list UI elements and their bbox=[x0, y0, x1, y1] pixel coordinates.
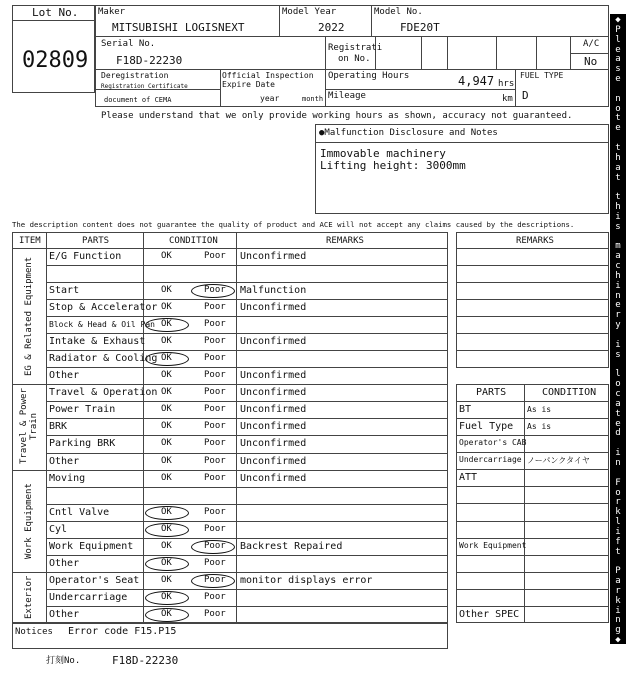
side-notice-bar bbox=[610, 14, 626, 644]
side-notice-char: P bbox=[615, 566, 621, 576]
remark-text: Unconfirmed bbox=[240, 404, 307, 415]
right-condition-header: CONDITION bbox=[542, 387, 597, 398]
side-notice-char: a bbox=[615, 251, 621, 261]
side-notice-char: a bbox=[615, 399, 621, 409]
right-condition-value: ノーパンクタイヤ bbox=[527, 456, 590, 465]
side-notice-char: i bbox=[615, 212, 621, 222]
condition-poor: Poor bbox=[204, 609, 226, 619]
condition-poor: Poor bbox=[204, 251, 226, 261]
condition-ok: OK bbox=[161, 421, 172, 431]
disclaimer: The description content does not guarantee the quality of product and ACE will not accept any claims caused by the descriptions. bbox=[12, 220, 575, 229]
month-label: month bbox=[302, 95, 324, 103]
poor-circle-mark bbox=[191, 574, 235, 588]
part-name: Start bbox=[49, 285, 80, 296]
right-part-name: Undercarriage bbox=[459, 455, 522, 464]
condition-ok: OK bbox=[161, 507, 172, 517]
remark-text: Unconfirmed bbox=[240, 421, 307, 432]
condition-poor: Poor bbox=[204, 575, 226, 585]
right-part-name: BT bbox=[459, 404, 472, 415]
side-notice-char: g bbox=[615, 625, 621, 635]
condition-poor: Poor bbox=[204, 473, 226, 483]
group-label: EG & Related Equipment bbox=[24, 256, 34, 376]
model-no-value: FDE20T bbox=[400, 21, 440, 34]
malfunction-line-1: Immovable machinery bbox=[320, 147, 446, 160]
remark-text: Unconfirmed bbox=[240, 370, 307, 381]
inspection-label-2: Expire Date bbox=[222, 80, 275, 89]
right-remarks-table bbox=[456, 232, 609, 368]
side-notice-char: P bbox=[615, 25, 621, 35]
side-notice-char: s bbox=[615, 350, 621, 360]
condition-poor: Poor bbox=[204, 302, 226, 312]
condition-ok: OK bbox=[161, 353, 172, 363]
condition-poor: Poor bbox=[204, 370, 226, 380]
right-part-name: ATT bbox=[459, 472, 478, 483]
fuel-type-value: D bbox=[522, 89, 529, 102]
serial-label: Serial No. bbox=[101, 39, 156, 49]
part-name: Cyl bbox=[49, 524, 68, 535]
side-notice-char: h bbox=[615, 202, 621, 212]
poor-circle-mark bbox=[191, 540, 235, 554]
part-name: Power Train bbox=[49, 404, 116, 415]
registration-cert-label: Registration Certificate bbox=[101, 83, 188, 90]
condition-poor: Poor bbox=[204, 421, 226, 431]
condition-poor: Poor bbox=[204, 507, 226, 517]
group-label: Work Equipment bbox=[24, 483, 34, 559]
mileage-label: Mileage bbox=[328, 91, 366, 101]
condition-poor: Poor bbox=[204, 319, 226, 329]
side-notice-char: i bbox=[615, 448, 621, 458]
model-no-label: Model No. bbox=[374, 7, 423, 17]
registration-label-2: on No. bbox=[338, 54, 371, 64]
condition-ok: OK bbox=[161, 592, 172, 602]
malfunction-title: ●Malfunction Disclosure and Notes bbox=[319, 128, 498, 138]
condition-ok: OK bbox=[161, 251, 172, 261]
side-notice-char: n bbox=[615, 615, 621, 625]
side-notice-char: r bbox=[615, 497, 621, 507]
side-notice-char: i bbox=[615, 340, 621, 350]
side-notice-char: a bbox=[615, 54, 621, 64]
km-unit: km bbox=[502, 94, 513, 104]
col-header-condition: CONDITION bbox=[169, 236, 218, 246]
condition-ok: OK bbox=[161, 473, 172, 483]
side-notice-char: t bbox=[615, 409, 621, 419]
side-notice-char: k bbox=[615, 596, 621, 606]
ok-circle-mark bbox=[145, 608, 189, 622]
condition-poor: Poor bbox=[204, 438, 226, 448]
side-notice-char: e bbox=[615, 45, 621, 55]
condition-poor: Poor bbox=[204, 404, 226, 414]
side-notice-char: a bbox=[615, 576, 621, 586]
group-label: Exterior bbox=[24, 575, 34, 620]
right-part-name: Other SPEC bbox=[459, 609, 520, 620]
side-notice-char: y bbox=[615, 320, 621, 330]
condition-ok: OK bbox=[161, 609, 172, 619]
side-notice-char: ◆ bbox=[615, 635, 621, 645]
group-label: Travel & Power Train bbox=[19, 388, 39, 465]
remark-text: Unconfirmed bbox=[240, 456, 307, 467]
side-notice-char: e bbox=[615, 419, 621, 429]
part-name: Stop & Accelerator bbox=[49, 302, 158, 313]
part-name: Operator's Seat bbox=[49, 575, 140, 586]
side-notice-char: n bbox=[615, 291, 621, 301]
right-remarks-header: REMARKS bbox=[516, 236, 554, 246]
right-part-name: Fuel Type bbox=[459, 421, 514, 432]
hrs-unit: hrs bbox=[498, 79, 515, 89]
col-header-parts: PARTS bbox=[82, 236, 110, 246]
condition-ok: OK bbox=[161, 319, 172, 329]
condition-poor: Poor bbox=[204, 387, 226, 397]
remark-text: Malfunction bbox=[240, 285, 307, 296]
condition-ok: OK bbox=[161, 575, 172, 585]
side-notice-char: i bbox=[615, 281, 621, 291]
right-part-name: Operator's CAB bbox=[459, 438, 527, 447]
registration-label: Registrati bbox=[328, 43, 383, 53]
lot-number: 02809 bbox=[22, 48, 89, 73]
condition-poor: Poor bbox=[204, 285, 226, 295]
part-name: Travel & Operation bbox=[49, 387, 158, 398]
side-notice-char: m bbox=[615, 241, 621, 251]
right-parts-header: PARTS bbox=[476, 387, 507, 398]
side-notice-char: l bbox=[615, 369, 621, 379]
operating-hours-value: 4,947 bbox=[458, 74, 495, 88]
cema-label: document of CEMA bbox=[104, 96, 172, 104]
part-name: BRK bbox=[49, 421, 68, 432]
condition-ok: OK bbox=[161, 336, 172, 346]
operating-hours-label: Operating Hours bbox=[328, 71, 410, 81]
side-notice-char: s bbox=[615, 64, 621, 74]
notices-label: Notices bbox=[15, 627, 53, 637]
malfunction-line-2: Lifting height: 3000mm bbox=[320, 159, 466, 172]
side-notice-char: e bbox=[615, 123, 621, 133]
side-notice-char: t bbox=[615, 143, 621, 153]
side-notice-char: o bbox=[615, 104, 621, 114]
remark-text: Unconfirmed bbox=[240, 473, 307, 484]
ok-circle-mark bbox=[145, 352, 189, 366]
fuel-type-label: FUEL TYPE bbox=[520, 71, 564, 80]
side-notice-char: c bbox=[615, 261, 621, 271]
side-notice-char: t bbox=[615, 547, 621, 557]
remark-text: Backrest Repaired bbox=[240, 541, 343, 552]
remark-text: Unconfirmed bbox=[240, 251, 307, 262]
col-header-item: ITEM bbox=[19, 236, 41, 246]
maker-label: Maker bbox=[98, 7, 126, 17]
part-name: Moving bbox=[49, 473, 86, 484]
side-notice-char: t bbox=[615, 113, 621, 123]
part-name: Other bbox=[49, 558, 80, 569]
part-name: Other bbox=[49, 456, 80, 467]
side-notice-char: e bbox=[615, 74, 621, 84]
side-notice-char: e bbox=[615, 300, 621, 310]
part-name: Work Equipment bbox=[49, 541, 134, 552]
part-name: Parking BRK bbox=[49, 438, 116, 449]
side-notice-char: l bbox=[615, 35, 621, 45]
ac-label: A/C bbox=[583, 39, 600, 49]
side-notice-char: n bbox=[615, 94, 621, 104]
maker-value: MITSUBISHI LOGISNEXT bbox=[112, 21, 245, 34]
remark-text: Unconfirmed bbox=[240, 387, 307, 398]
side-notice-char: t bbox=[615, 192, 621, 202]
ok-circle-mark bbox=[145, 506, 189, 520]
model-year-value: 2022 bbox=[318, 21, 345, 34]
ok-circle-mark bbox=[145, 557, 189, 571]
ok-circle-mark bbox=[145, 591, 189, 605]
side-notice-char: o bbox=[615, 379, 621, 389]
ok-circle-mark bbox=[145, 318, 189, 332]
side-notice-char: h bbox=[615, 153, 621, 163]
right-condition-value: As is bbox=[527, 422, 552, 431]
side-notice-char: a bbox=[615, 163, 621, 173]
hours-notice: Please understand that we only provide working hours as shown, accuracy not guaranteed. bbox=[101, 111, 573, 121]
stamp-label: 打刻No. bbox=[46, 656, 81, 666]
side-notice-char: n bbox=[615, 458, 621, 468]
stamp-value: F18D-22230 bbox=[112, 654, 179, 667]
condition-ok: OK bbox=[161, 370, 172, 380]
side-notice-char: ◆ bbox=[615, 15, 621, 25]
model-year-label: Model Year bbox=[282, 7, 337, 17]
right-condition-value: As is bbox=[527, 405, 552, 414]
condition-ok: OK bbox=[161, 541, 172, 551]
condition-poor: Poor bbox=[204, 336, 226, 346]
condition-ok: OK bbox=[161, 524, 172, 534]
condition-ok: OK bbox=[161, 302, 172, 312]
col-header-remarks: REMARKS bbox=[326, 236, 364, 246]
condition-poor: Poor bbox=[204, 558, 226, 568]
part-name: Other bbox=[49, 609, 80, 620]
side-notice-char: o bbox=[615, 488, 621, 498]
condition-ok: OK bbox=[161, 558, 172, 568]
remark-text: Unconfirmed bbox=[240, 336, 307, 347]
ac-value: No bbox=[584, 55, 598, 68]
poor-circle-mark bbox=[191, 284, 235, 298]
part-name: Cntl Valve bbox=[49, 507, 110, 518]
condition-ok: OK bbox=[161, 438, 172, 448]
side-notice-char: h bbox=[615, 271, 621, 281]
part-name: Block & Head & Oil Pan bbox=[49, 320, 155, 329]
serial-value: F18D-22230 bbox=[116, 54, 183, 67]
side-notice-char: t bbox=[615, 173, 621, 183]
side-notice-char: F bbox=[615, 478, 621, 488]
condition-poor: Poor bbox=[204, 353, 226, 363]
remark-text: Unconfirmed bbox=[240, 302, 307, 313]
side-notice-char: f bbox=[615, 537, 621, 547]
side-notice-char: r bbox=[615, 310, 621, 320]
side-notice-char: i bbox=[615, 527, 621, 537]
condition-poor: Poor bbox=[204, 456, 226, 466]
deregistration-label: Deregistration bbox=[101, 71, 169, 80]
remark-text: Unconfirmed bbox=[240, 438, 307, 449]
condition-ok: OK bbox=[161, 456, 172, 466]
side-notice-char: k bbox=[615, 507, 621, 517]
side-notice-char: i bbox=[615, 606, 621, 616]
side-notice-char: d bbox=[615, 428, 621, 438]
part-name: Other bbox=[49, 370, 80, 381]
condition-poor: Poor bbox=[204, 541, 226, 551]
right-part-name: Work Equipment bbox=[459, 541, 527, 550]
part-name: E/G Function bbox=[49, 251, 122, 262]
ok-circle-mark bbox=[145, 523, 189, 537]
part-name: Undercarriage bbox=[49, 592, 128, 603]
condition-poor: Poor bbox=[204, 524, 226, 534]
condition-ok: OK bbox=[161, 404, 172, 414]
remark-text: monitor displays error bbox=[240, 575, 373, 586]
condition-ok: OK bbox=[161, 285, 172, 295]
side-notice-char: s bbox=[615, 222, 621, 232]
part-name: Intake & Exhaust bbox=[49, 336, 146, 347]
part-name: Radiator & Cooling bbox=[49, 353, 158, 364]
side-notice-char: c bbox=[615, 389, 621, 399]
year-label: year bbox=[260, 94, 280, 103]
condition-poor: Poor bbox=[204, 592, 226, 602]
side-notice-char: r bbox=[615, 586, 621, 596]
side-notice-char: l bbox=[615, 517, 621, 527]
lot-label: Lot No. bbox=[32, 6, 79, 19]
condition-ok: OK bbox=[161, 387, 172, 397]
inspection-label: Official Inspection bbox=[222, 71, 314, 80]
notices-value: Error code F15.P15 bbox=[68, 626, 177, 637]
